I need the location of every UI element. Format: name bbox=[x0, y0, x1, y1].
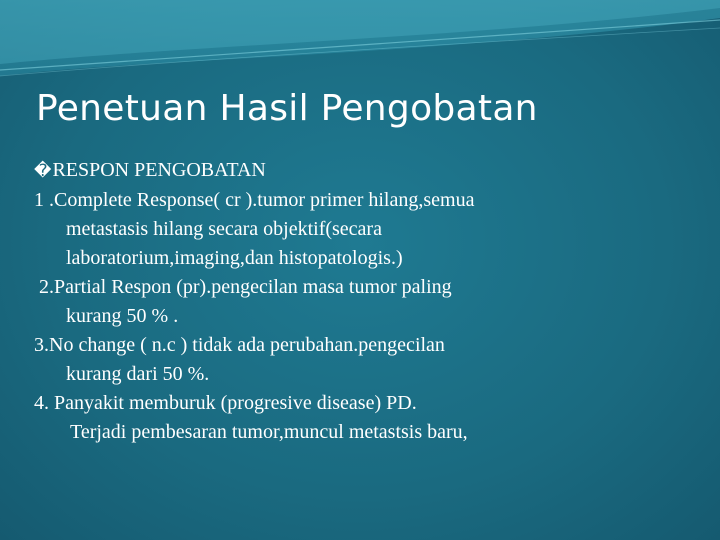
body-heading: RESPON PENGOBATAN bbox=[52, 159, 266, 181]
body-line-4: 2.Partial Respon (pr).pengecilan masa tumor paling bbox=[34, 276, 452, 298]
body-line-2: metastasis hilang secara objektif(secara bbox=[66, 218, 382, 240]
body-heading-line bbox=[34, 156, 694, 186]
body-line-9: Terjadi pembesaran tumor,muncul metastsis baru, bbox=[70, 421, 468, 443]
decorative-wave-band bbox=[0, 0, 720, 80]
body-line-5: kurang 50 % . bbox=[66, 305, 179, 327]
body-line-8: 4. Panyakit memburuk (progresive disease) PD. bbox=[34, 392, 417, 414]
body-line-3: laboratorium,imaging,dan histopatologis.) bbox=[66, 247, 403, 269]
bullet-icon: � bbox=[34, 161, 52, 181]
body-line-6: 3.No change ( n.c ) tidak ada perubahan.pengecilan bbox=[34, 334, 445, 356]
slide-body bbox=[34, 156, 694, 447]
body-line-7: kurang dari 50 %. bbox=[66, 363, 210, 385]
slide-title: Penetuan Hasil Pengobatan bbox=[36, 88, 538, 129]
body-line-1: 1 .Complete Response( cr ).tumor primer hilang,semua bbox=[34, 189, 475, 211]
